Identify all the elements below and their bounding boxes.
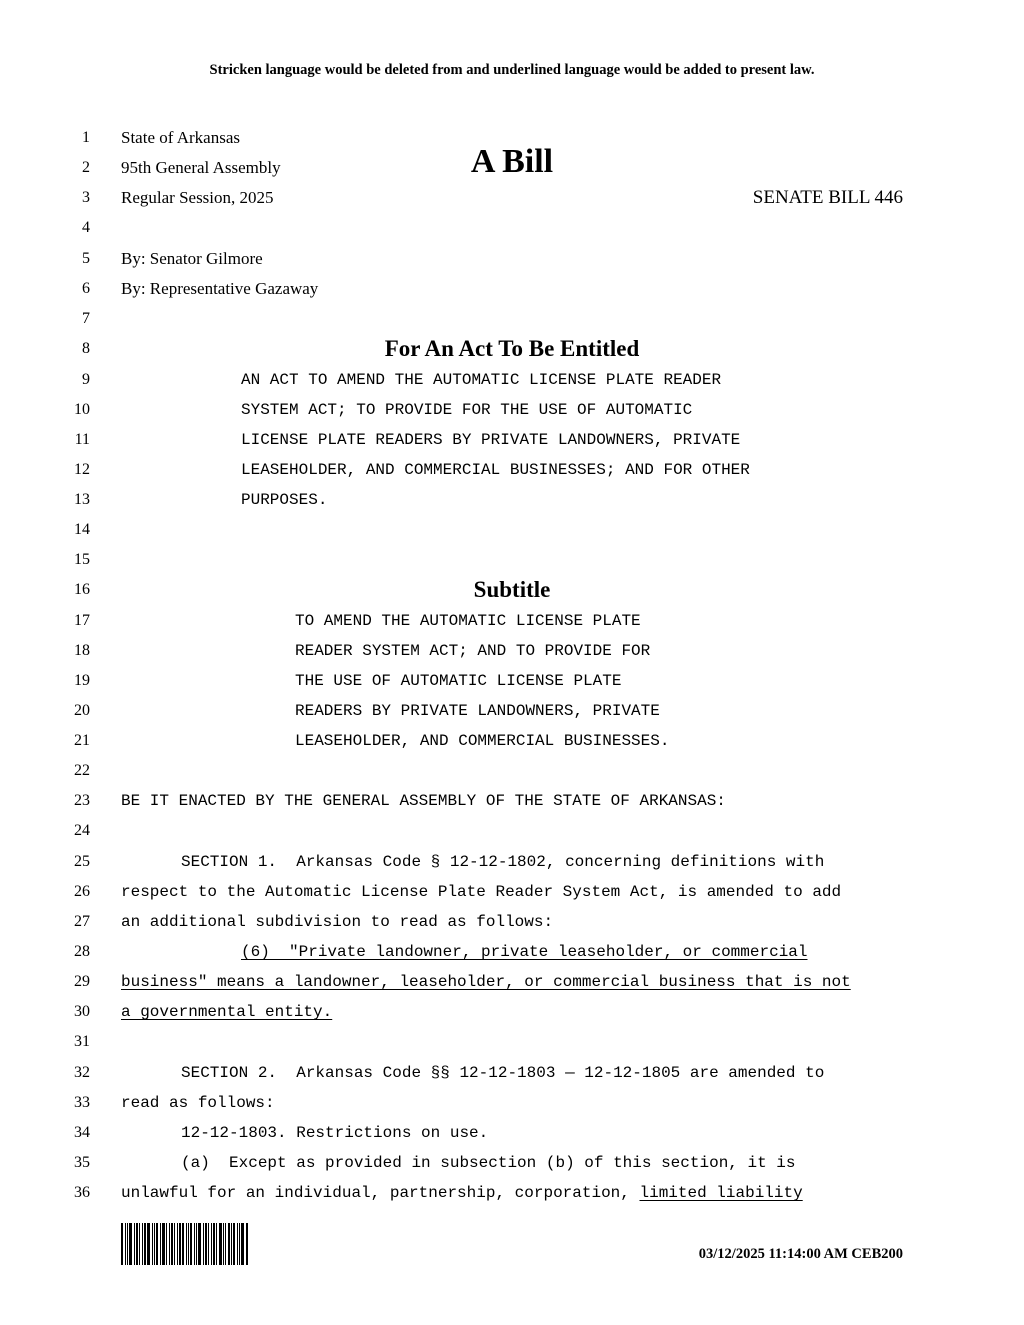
line-number: 29 [74,973,90,990]
amendment-notice: Stricken language would be deleted from and underlined language would be added to present law. [209,62,815,78]
barcode-bar [205,1223,207,1265]
barcode-bar [188,1223,189,1265]
line-number: 16 [74,581,90,598]
line-number: 30 [74,1003,90,1020]
added-language: (6) "Private landowner, private leaseholder, or commercial [241,943,808,961]
title-line: SYSTEM ACT; TO PROVIDE FOR THE USE OF AUTOMATIC [241,401,693,419]
barcode-bar [162,1223,165,1265]
barcode-bar [144,1223,146,1265]
line-number: 28 [74,943,90,960]
barcode-bar [223,1223,224,1265]
barcode-bar [196,1223,197,1265]
barcode-bar [237,1223,238,1265]
barcode-bar [139,1223,140,1265]
barcode-bar [152,1223,153,1265]
barcode-bar [174,1223,175,1265]
section-2-text [121,1183,803,1203]
line-number: 36 [74,1184,90,1201]
line-number: 12 [74,461,90,478]
barcode-bar [129,1223,132,1265]
barcode-bar [228,1223,230,1265]
line-number: 19 [74,672,90,689]
senate-sponsor: By: Senator Gilmore [121,249,263,268]
line-number: 23 [74,792,90,809]
section-2-text: (a) Except as provided in subsection (b) of this section, it is [181,1154,796,1172]
barcode-bar [216,1223,217,1265]
barcode-bar [198,1223,201,1265]
barcode-bar [194,1223,195,1265]
title-line: LEASEHOLDER, AND COMMERCIAL BUSINESSES; AND FOR OTHER [241,461,750,479]
house-sponsor: By: Representative Gazaway [121,279,319,298]
section-1-text: respect to the Automatic License Plate Reader System Act, is amended to add [121,883,842,901]
added-language: limited liability [639,1184,803,1202]
line-number: 24 [74,822,90,839]
barcode-bar [186,1223,187,1265]
line-number: 18 [74,642,90,659]
line-number: 1 [82,129,90,146]
section-2-text-plain: unlawful for an individual, partnership, corporation, [121,1184,640,1202]
enacting-clause: BE IT ENACTED BY THE GENERAL ASSEMBLY OF THE STATE OF ARKANSAS: [121,792,726,810]
line-number: 10 [74,401,90,418]
document-timestamp-code: 03/12/2025 11:14:00 AM CEB200 [698,1246,903,1262]
barcode-bar [121,1223,123,1265]
title-line: LICENSE PLATE READERS BY PRIVATE LANDOWNERS, PRIVATE [241,431,741,449]
line-number: 13 [74,491,90,508]
title-line: AN ACT TO AMEND THE AUTOMATIC LICENSE PLATE READER [241,371,722,389]
barcode-bar [239,1223,240,1265]
added-language: business" means a landowner, leaseholder, or commercial business that is not [121,973,851,991]
barcode-image [121,1223,249,1265]
subtitle-line: LEASEHOLDER, AND COMMERCIAL BUSINESSES. [295,732,670,750]
subtitle-line: TO AMEND THE AUTOMATIC LICENSE PLATE [295,612,641,630]
line-number: 35 [74,1154,90,1171]
line-number: 34 [74,1124,90,1141]
line-number: 8 [82,340,90,357]
bill-title: A Bill [470,143,554,180]
code-section-heading: 12-12-1803. Restrictions on use. [181,1124,489,1142]
added-language: a governmental entity. [121,1003,333,1021]
line-number: 27 [74,913,90,930]
line-number: 21 [74,732,90,749]
line-number: 11 [74,431,90,448]
line-number: 3 [82,189,90,206]
barcode-bar [231,1223,232,1265]
barcode-bar [147,1223,150,1265]
general-assembly: 95th General Assembly [121,158,281,177]
bill-number: SENATE BILL 446 [752,187,903,208]
barcode-bar [177,1223,178,1265]
line-number: 20 [74,702,90,719]
line-number: 6 [82,280,90,297]
session-label: Regular Session, 2025 [121,188,274,207]
barcode-bar [136,1223,138,1265]
barcode-bar [219,1223,222,1265]
barcode-bar [127,1223,128,1265]
section-2-text: read as follows: [121,1094,275,1112]
line-number: 7 [82,310,90,327]
barcode-bar [166,1223,167,1265]
title-line: PURPOSES. [241,491,328,509]
title-heading: For An Act To Be Entitled [384,336,640,361]
line-number: 31 [74,1033,90,1050]
line-number: 5 [82,250,90,267]
line-number: 15 [74,551,90,568]
line-number: 25 [74,853,90,870]
line-number: 32 [74,1064,90,1081]
barcode-bar [203,1223,204,1265]
line-number: 33 [74,1094,90,1111]
barcode-bar [160,1223,161,1265]
barcode-bar [241,1223,244,1265]
barcode-bar [125,1223,126,1265]
barcode-bar [182,1223,184,1265]
section-2-text: SECTION 2. Arkansas Code §§ 12-12-1803 — 12-12-1805 are amended to [181,1064,825,1082]
barcode-bar [208,1223,209,1265]
line-number: 9 [82,371,90,388]
section-1-text: SECTION 1. Arkansas Code § 12-12-1802, concerning definitions with [181,853,825,871]
subtitle-line: READERS BY PRIVATE LANDOWNERS, PRIVATE [295,702,660,720]
line-number: 14 [74,521,90,538]
barcode-bar [246,1223,248,1265]
subtitle-line: THE USE OF AUTOMATIC LICENSE PLATE [295,672,622,690]
section-1-text: an additional subdivision to read as follows: [121,913,554,931]
barcode-bar [233,1223,235,1265]
barcode-bar [179,1223,182,1265]
barcode-bar [211,1223,212,1265]
barcode-bar [169,1223,170,1265]
barcode-bar [213,1223,215,1265]
line-number: 4 [82,219,90,236]
state-name: State of Arkansas [121,128,240,147]
line-number: 17 [74,612,90,629]
barcode-bar [156,1223,158,1265]
barcode-bar [154,1223,155,1265]
barcode-bar [171,1223,173,1265]
subtitle-heading: Subtitle [473,577,551,602]
subtitle-line: READER SYSTEM ACT; AND TO PROVIDE FOR [295,642,651,660]
barcode-bar [190,1223,192,1265]
line-number: 22 [74,762,90,779]
line-number: 26 [74,883,90,900]
barcode-bar [142,1223,143,1265]
barcode-bar [134,1223,135,1265]
line-number: 2 [82,159,90,176]
barcode-bar [225,1223,226,1265]
